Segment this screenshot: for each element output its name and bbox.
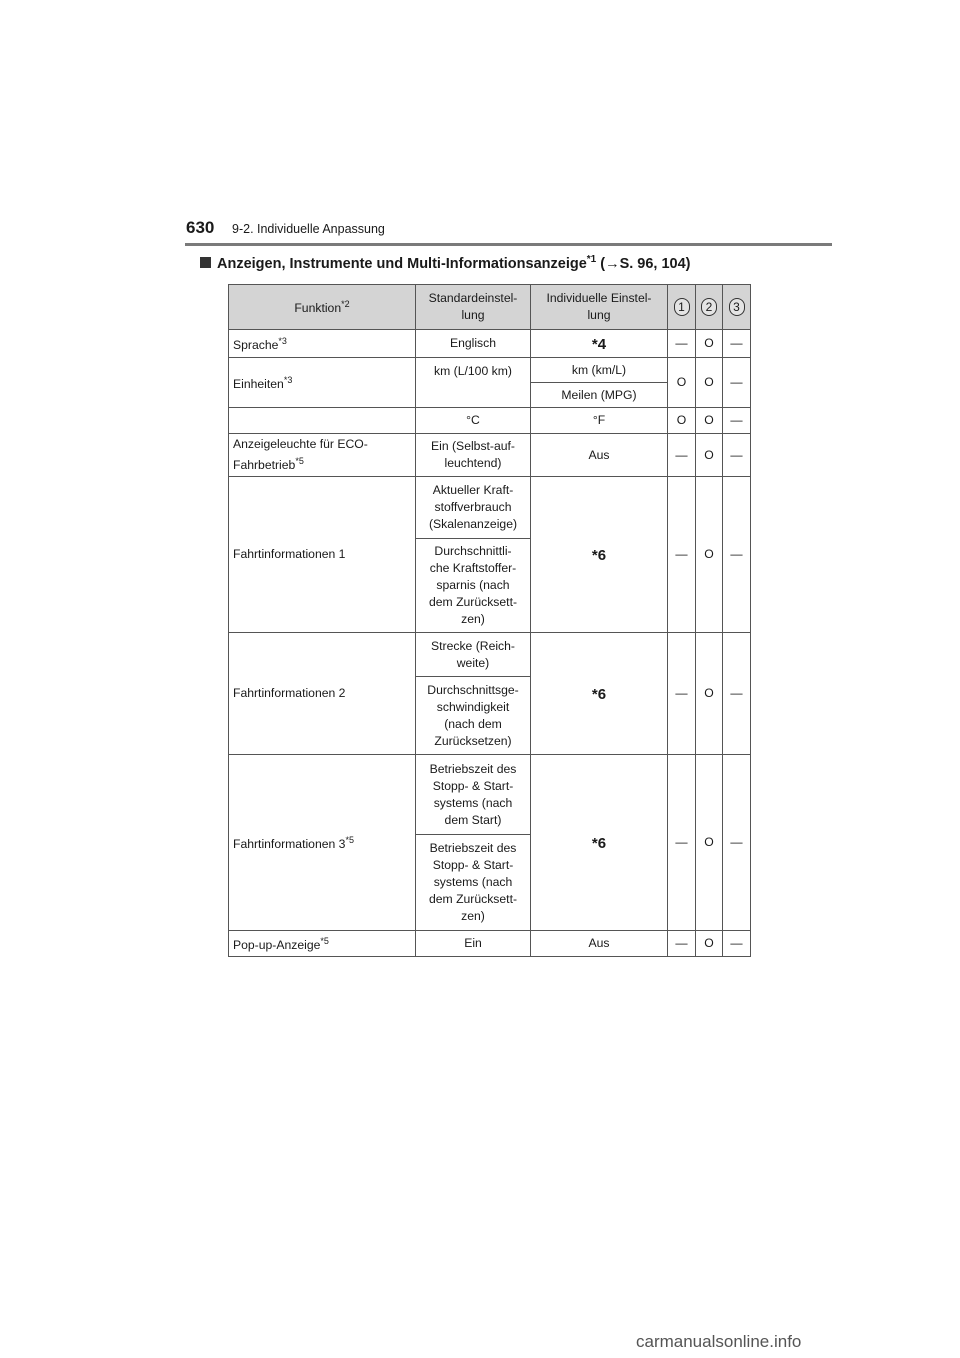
header-individuell: Individuelle Einstel- lung <box>531 285 668 330</box>
cell-funktion: Fahrtinformationen 2 <box>229 633 416 755</box>
cell-col-3: — <box>723 358 751 408</box>
cell-col-2: O <box>696 477 723 633</box>
cell-individuell-option-1: km (km/L) <box>531 358 668 383</box>
cell-col-1: — <box>668 330 696 358</box>
cell-col-1: — <box>668 434 696 477</box>
cell-funktion: Anzeigeleuchte für ECO- Fahrbetrieb$^{*5}$ <box>229 434 416 477</box>
table-row-eco <box>229 434 751 477</box>
square-bullet-icon <box>200 257 211 268</box>
watermark-url: carmanualsonline.info <box>636 1332 802 1351</box>
circled-number-2-icon: 2 <box>701 298 717 316</box>
table-row-fahrt2-a <box>229 633 751 677</box>
cell-col-3: — <box>723 408 751 434</box>
cell-col-2: O <box>696 931 723 957</box>
cell-col-1: — <box>668 477 696 633</box>
cell-individuell: Aus <box>531 931 668 957</box>
cell-col-1: O <box>668 408 696 434</box>
cell-standard: Durchschnittsge- schwindigkeit (nach dem Zurücksetzen) <box>416 677 531 755</box>
cell-standard: Strecke (Reich- weite) <box>416 633 531 677</box>
cell-standard: Durchschnittli- che Kraftstoffer- sparnis (nach dem Zurücksett- zen) <box>416 539 531 633</box>
cell-col-3: — <box>723 434 751 477</box>
cell-standard: Betriebszeit des Stopp- & Start- systems (nach dem Start) <box>416 755 531 835</box>
cell-col-3: — <box>723 477 751 633</box>
table-row-popup <box>229 931 751 957</box>
cell-col-2: O <box>696 408 723 434</box>
cell-standard: Ein <box>416 931 531 957</box>
cell-standard: Betriebszeit des Stopp- & Start- systems (nach dem Zurücksett- zen) <box>416 835 531 931</box>
cell-col-3: — <box>723 330 751 358</box>
section-heading <box>200 254 691 272</box>
table-row-sprache <box>229 330 751 358</box>
page-number: 630 <box>186 218 215 237</box>
cell-col-1: — <box>668 755 696 931</box>
cell-funktion: Einheiten$^{*3}$ <box>229 358 416 408</box>
heading-page-reference: (→S. 96, 104) <box>596 255 691 272</box>
table-row-einheiten-distance <box>229 358 751 383</box>
cell-funktion: Sprache$^{*3}$ <box>229 330 416 358</box>
section-label: 9-2. Individuelle Anpassung <box>232 222 385 236</box>
cell-col-2: O <box>696 633 723 755</box>
table-row-fahrt1-a <box>229 477 751 539</box>
cell-col-2: O <box>696 434 723 477</box>
cell-standard: Englisch <box>416 330 531 358</box>
header-col-1 <box>668 285 696 330</box>
cell-individuell: *4 <box>531 330 668 358</box>
header-col-2 <box>696 285 723 330</box>
cell-funktion: Pop-up-Anzeige$^{*5}$ <box>229 931 416 957</box>
cell-funktion-continued <box>229 408 416 434</box>
cell-standard: Ein (Selbst-auf- leuchtend) <box>416 434 531 477</box>
header-funktion: Funktion$^{*2}$ <box>229 285 416 330</box>
cell-col-2: O <box>696 755 723 931</box>
cell-standard: Aktueller Kraft- stoffverbrauch (Skalenanzeige) <box>416 477 531 539</box>
table-header-row <box>229 285 751 330</box>
circled-number-3-icon: 3 <box>729 298 745 316</box>
cell-individuell: *6 <box>531 755 668 931</box>
heading-text: Anzeigen, Instrumente und Multi-Informationsanzeige <box>217 255 587 272</box>
cell-col-1: — <box>668 633 696 755</box>
header-col-3 <box>723 285 751 330</box>
header-divider <box>185 243 832 246</box>
cell-individuell: *6 <box>531 633 668 755</box>
table-row-einheiten-temperature <box>229 408 751 434</box>
cell-col-3: — <box>723 755 751 931</box>
settings-table <box>228 284 751 957</box>
cell-standard: km (L/100 km) <box>416 358 531 408</box>
cell-funktion: Fahrtinformationen 1 <box>229 477 416 633</box>
cell-individuell: Aus <box>531 434 668 477</box>
cell-individuell: *6 <box>531 477 668 633</box>
circled-number-1-icon: 1 <box>674 298 690 316</box>
cell-individuell-option-2: Meilen (MPG) <box>531 383 668 408</box>
header-standard: Standardeinstel- lung <box>416 285 531 330</box>
cell-col-3: — <box>723 633 751 755</box>
heading-footnote-marker: *1 <box>586 254 597 265</box>
cell-col-1: — <box>668 931 696 957</box>
cell-individuell: °F <box>531 408 668 434</box>
cell-col-1: O <box>668 358 696 408</box>
cell-standard: °C <box>416 408 531 434</box>
cell-col-2: O <box>696 358 723 408</box>
cell-col-3: — <box>723 931 751 957</box>
table-row-fahrt3-a <box>229 755 751 835</box>
cell-funktion: Fahrtinformationen 3$^{*5}$ <box>229 755 416 931</box>
cell-col-2: O <box>696 330 723 358</box>
